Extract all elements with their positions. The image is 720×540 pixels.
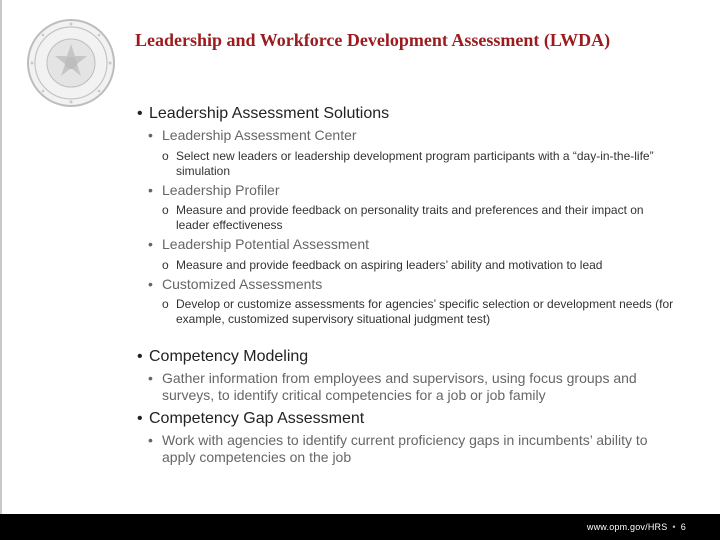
list-item-leadership-potential-assessment — [148, 236, 688, 253]
item-label: Leadership Potential Assessment — [162, 236, 370, 252]
item-label: Leadership Assessment Center — [162, 127, 357, 143]
sub-item-detail — [162, 203, 680, 233]
circle-bullet-icon: o — [162, 149, 169, 163]
section-heading-competency-modeling — [137, 347, 697, 366]
section-label: Competency Modeling — [149, 348, 309, 365]
bullet-dot-icon: • — [148, 127, 153, 143]
circle-bullet-icon: o — [162, 203, 169, 217]
section-label: Leadership Assessment Solutions — [149, 105, 390, 122]
detail-text: Measure and provide feedback on aspiring leaders’ ability and motivation to lead — [176, 258, 603, 272]
section-heading-leadership-assessment-solutions — [137, 104, 697, 123]
bullet-dot-icon: • — [148, 236, 153, 252]
list-item-leadership-profiler — [148, 182, 688, 199]
detail-text: Select new leaders or leadership development program participants with a “day-in-the-life” simulation — [176, 149, 654, 178]
section-label: Competency Gap Assessment — [149, 410, 365, 427]
bullet-dot-icon: • — [148, 370, 153, 386]
detail-text: Measure and provide feedback on personality traits and preferences and their impact on leader effectiveness — [176, 203, 644, 232]
footer-bar — [0, 514, 720, 540]
footer-separator: • — [672, 522, 676, 532]
slide-title: Leadership and Workforce Development Assessment (LWDA) — [135, 30, 611, 50]
list-item-competency-modeling-detail — [148, 370, 688, 404]
item-label: Gather information from employees and supervisors, using focus groups and surveys, to identify critical competencies for a job or job family — [162, 370, 637, 403]
item-label: Customized Assessments — [162, 276, 323, 292]
sub-item-detail — [162, 297, 680, 327]
sub-item-detail — [162, 149, 680, 179]
list-item-leadership-assessment-center — [148, 127, 688, 144]
item-label: Leadership Profiler — [162, 182, 280, 198]
item-label: Work with agencies to identify current proficiency gaps in incumbents’ ability to apply competencies on the job — [162, 432, 648, 465]
circle-bullet-icon: o — [162, 297, 169, 311]
sub-item-detail — [162, 258, 702, 273]
page-number: 6 — [680, 522, 686, 532]
list-item-competency-gap-detail — [148, 432, 668, 466]
bullet-dot-icon: • — [137, 105, 143, 122]
section-heading-competency-gap-assessment — [137, 409, 697, 428]
bullet-dot-icon: • — [148, 276, 153, 292]
circle-bullet-icon: o — [162, 258, 169, 272]
bullet-dot-icon: • — [148, 432, 153, 448]
bullet-dot-icon: • — [148, 182, 153, 198]
footer-url: www.opm.gov/HRS — [586, 522, 668, 532]
detail-text: Develop or customize assessments for agencies’ specific selection or development needs (for example, customized supervisory situational judgment test) — [176, 297, 674, 326]
footer-text — [587, 521, 686, 533]
bullet-dot-icon: • — [137, 348, 143, 365]
bullet-dot-icon: • — [137, 410, 143, 427]
list-item-customized-assessments — [148, 276, 688, 293]
